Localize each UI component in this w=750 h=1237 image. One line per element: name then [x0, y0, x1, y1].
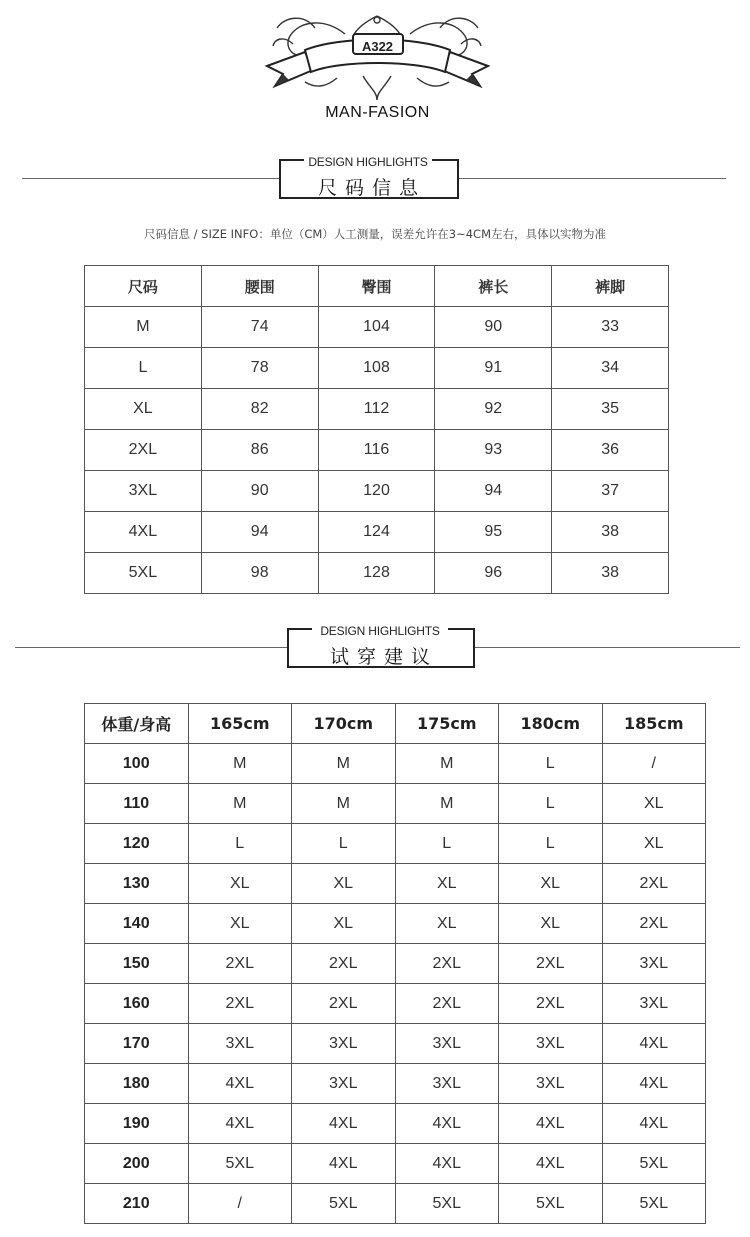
table-row	[85, 824, 706, 864]
table-row	[85, 944, 706, 984]
table-cell: XL	[85, 389, 202, 430]
table-cell: 3XL	[499, 1064, 603, 1104]
table-cell: 92	[435, 389, 552, 430]
table-row	[85, 784, 706, 824]
brand-logo	[245, 8, 510, 128]
table-row	[85, 904, 706, 944]
table-row	[85, 553, 669, 594]
table-cell: 2XL	[499, 944, 603, 984]
table-cell: M	[188, 784, 292, 824]
table-cell: 96	[435, 553, 552, 594]
table-cell: 5XL	[395, 1184, 499, 1224]
section-title: 尺码信息	[317, 177, 426, 199]
table-cell: 95	[435, 512, 552, 553]
row-header: 130	[85, 864, 189, 904]
col-header: 体重/身高	[85, 704, 189, 744]
table-cell: 98	[201, 553, 318, 594]
table-row	[85, 389, 669, 430]
table-cell: XL	[188, 904, 292, 944]
brand-name: MAN-FASION	[325, 104, 430, 121]
table-cell: L	[499, 784, 603, 824]
table-cell: 2XL	[395, 984, 499, 1024]
table-cell: 4XL	[602, 1024, 706, 1064]
table-cell: 33	[552, 307, 669, 348]
table-cell: 128	[318, 553, 435, 594]
table-cell: 2XL	[602, 904, 706, 944]
table-cell: 3XL	[395, 1024, 499, 1064]
section-subtitle: DESIGN HIGHLIGHTS	[308, 155, 428, 169]
table-cell: 116	[318, 430, 435, 471]
row-header: 210	[85, 1184, 189, 1224]
table-cell: L	[499, 824, 603, 864]
table-row	[85, 1064, 706, 1104]
table-cell: 2XL	[85, 430, 202, 471]
table-cell: 2XL	[602, 864, 706, 904]
row-header: 200	[85, 1144, 189, 1184]
table-cell: 3XL	[602, 984, 706, 1024]
table-cell: 3XL	[602, 944, 706, 984]
table-row	[85, 430, 669, 471]
table-row	[85, 1104, 706, 1144]
table-cell: XL	[395, 904, 499, 944]
table-cell: 3XL	[395, 1064, 499, 1104]
table-cell: L	[395, 824, 499, 864]
table-cell: 37	[552, 471, 669, 512]
size-table	[84, 265, 669, 594]
table-cell: 4XL	[395, 1144, 499, 1184]
table-cell: XL	[292, 864, 396, 904]
table-cell: 74	[201, 307, 318, 348]
table-cell: 2XL	[188, 984, 292, 1024]
table-cell: XL	[292, 904, 396, 944]
table-cell: 86	[201, 430, 318, 471]
table-cell: 94	[435, 471, 552, 512]
row-header: 180	[85, 1064, 189, 1104]
table-header-row	[85, 704, 706, 744]
table-header-row	[85, 266, 669, 307]
table-cell: M	[85, 307, 202, 348]
size-note: 尺码信息 / SIZE INFO：单位（CM）人工测量，误差允许在3~4CM左右，具体以实物为准	[143, 227, 606, 241]
section-header-fit-advice	[0, 624, 750, 684]
table-cell: 90	[435, 307, 552, 348]
product-code: A322	[361, 39, 394, 54]
table-cell: 2XL	[292, 984, 396, 1024]
table-cell: XL	[602, 824, 706, 864]
col-header: 185cm	[602, 704, 706, 744]
table-row	[85, 512, 669, 553]
col-header: 裤脚	[552, 266, 669, 307]
table-cell: 5XL	[499, 1184, 603, 1224]
table-cell: L	[499, 744, 603, 784]
section-title: 试穿建议	[329, 646, 438, 668]
divider	[474, 647, 740, 648]
table-cell: M	[395, 744, 499, 784]
table-cell: 93	[435, 430, 552, 471]
table-cell: 3XL	[292, 1064, 396, 1104]
table-cell: 2XL	[499, 984, 603, 1024]
table-cell: 3XL	[292, 1024, 396, 1064]
col-header: 尺码	[85, 266, 202, 307]
table-row	[85, 1184, 706, 1224]
row-header: 160	[85, 984, 189, 1024]
row-header: 140	[85, 904, 189, 944]
col-header: 170cm	[292, 704, 396, 744]
section-header-size-info	[0, 155, 750, 215]
table-row	[85, 348, 669, 389]
table-cell: 2XL	[188, 944, 292, 984]
table-cell: 4XL	[188, 1064, 292, 1104]
table-cell: 4XL	[85, 512, 202, 553]
table-cell: XL	[499, 904, 603, 944]
table-cell: XL	[395, 864, 499, 904]
table-cell: 38	[552, 553, 669, 594]
table-cell: 124	[318, 512, 435, 553]
row-header: 170	[85, 1024, 189, 1064]
table-cell: 4XL	[188, 1104, 292, 1144]
table-cell: 5XL	[188, 1144, 292, 1184]
table-cell: 120	[318, 471, 435, 512]
table-cell: XL	[188, 864, 292, 904]
table-cell: 94	[201, 512, 318, 553]
table-cell: M	[292, 784, 396, 824]
table-cell: L	[188, 824, 292, 864]
table-cell: 3XL	[85, 471, 202, 512]
table-cell: L	[85, 348, 202, 389]
table-cell: 104	[318, 307, 435, 348]
table-cell: 5XL	[292, 1184, 396, 1224]
table-row	[85, 864, 706, 904]
fit-advice-table	[84, 703, 706, 1224]
table-row	[85, 471, 669, 512]
table-cell: 90	[201, 471, 318, 512]
table-cell: /	[188, 1184, 292, 1224]
row-header: 150	[85, 944, 189, 984]
table-cell: M	[188, 744, 292, 784]
divider	[22, 178, 280, 179]
table-cell: 34	[552, 348, 669, 389]
table-cell: 2XL	[292, 944, 396, 984]
table-cell: 108	[318, 348, 435, 389]
table-row	[85, 744, 706, 784]
table-cell: 4XL	[395, 1104, 499, 1144]
table-cell: 38	[552, 512, 669, 553]
table-cell: /	[602, 744, 706, 784]
table-cell: 4XL	[499, 1144, 603, 1184]
table-cell: 82	[201, 389, 318, 430]
table-cell: 91	[435, 348, 552, 389]
col-header: 165cm	[188, 704, 292, 744]
ornament-banner-icon	[245, 8, 510, 108]
table-cell: M	[292, 744, 396, 784]
table-row	[85, 307, 669, 348]
row-header: 120	[85, 824, 189, 864]
col-header: 腰围	[201, 266, 318, 307]
table-cell: M	[395, 784, 499, 824]
col-header: 175cm	[395, 704, 499, 744]
table-row	[85, 1144, 706, 1184]
table-cell: 2XL	[395, 944, 499, 984]
row-header: 190	[85, 1104, 189, 1144]
table-row	[85, 1024, 706, 1064]
table-cell: 4XL	[602, 1104, 706, 1144]
table-cell: 35	[552, 389, 669, 430]
table-cell: 4XL	[499, 1104, 603, 1144]
divider	[458, 178, 726, 179]
divider	[15, 647, 287, 648]
table-cell: 4XL	[602, 1064, 706, 1104]
row-header: 110	[85, 784, 189, 824]
table-cell: 4XL	[292, 1104, 396, 1144]
table-cell: 112	[318, 389, 435, 430]
table-row	[85, 984, 706, 1024]
table-cell: 5XL	[85, 553, 202, 594]
table-cell: 3XL	[188, 1024, 292, 1064]
row-header: 100	[85, 744, 189, 784]
table-cell: 3XL	[499, 1024, 603, 1064]
table-cell: 5XL	[602, 1184, 706, 1224]
table-cell: 78	[201, 348, 318, 389]
col-header: 臀围	[318, 266, 435, 307]
col-header: 裤长	[435, 266, 552, 307]
table-cell: 4XL	[292, 1144, 396, 1184]
table-cell: XL	[602, 784, 706, 824]
table-cell: 36	[552, 430, 669, 471]
table-cell: L	[292, 824, 396, 864]
table-cell: XL	[499, 864, 603, 904]
section-subtitle: DESIGN HIGHLIGHTS	[320, 624, 440, 638]
col-header: 180cm	[499, 704, 603, 744]
table-cell: 5XL	[602, 1144, 706, 1184]
